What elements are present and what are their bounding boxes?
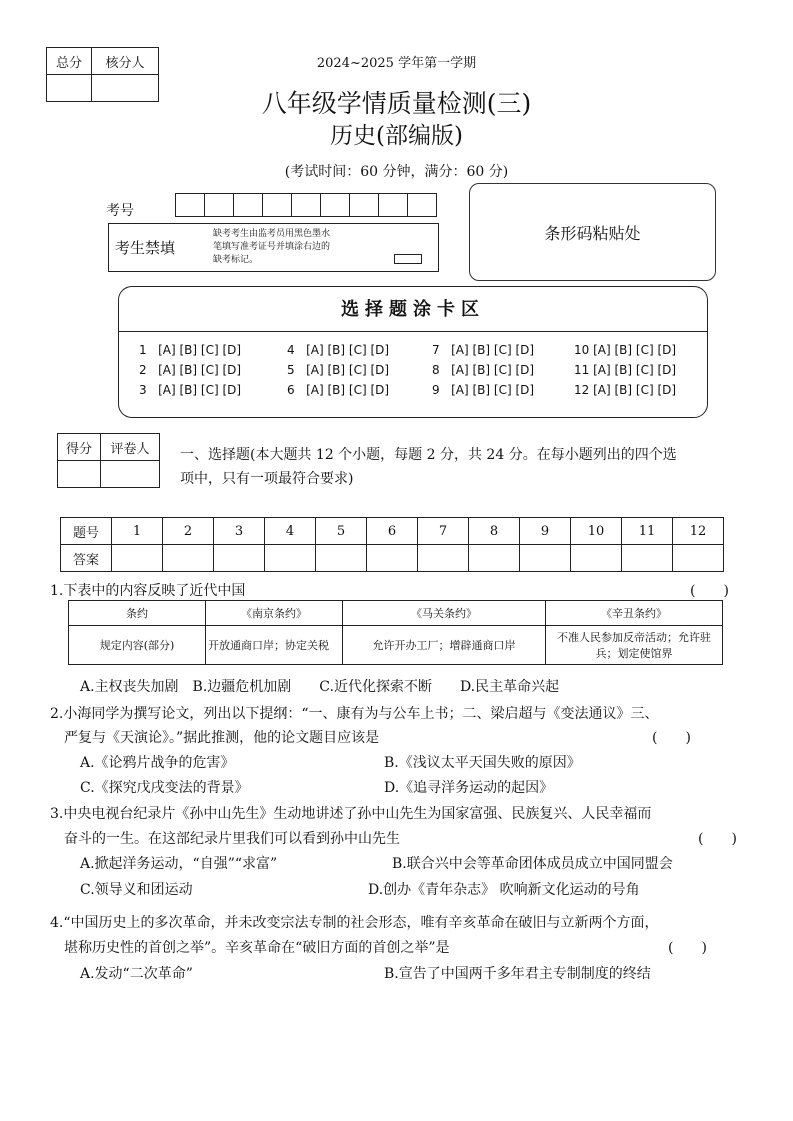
grader-box [57,433,160,488]
question-4-answer-paren[interactable]: ( ) [668,940,707,956]
grader-cell[interactable] [101,461,160,488]
checker-label: 核分人 [92,48,159,75]
item-number: 11 [574,363,590,377]
choice-item[interactable] [432,363,534,377]
item-number: 2 [139,363,147,377]
item-options[interactable]: [A] [B] [C] [D] [593,383,677,397]
section-intro-line: 一、选择题(本大题共 12 个小题，每题 2 分，共 24 分。在每小题列出的四个选 [180,447,677,463]
item-options[interactable]: [A] [B] [C] [D] [451,343,535,357]
question-3-option-a: A.掀起洋务运动，“自强”“求富” [80,856,278,872]
forbid-note [213,228,403,267]
section-intro-line: 项中，只有一项最符合要求) [180,471,354,487]
absent-mark-box[interactable] [394,254,422,264]
answer-cell[interactable] [163,545,214,572]
forbid-label: 考生禁填 [115,239,176,257]
item-options[interactable]: [A] [B] [C] [D] [158,383,242,397]
question-1-answer-paren[interactable]: ( ) [690,583,729,599]
treaty-cell: 不准人民参加反帝活动；允许驻兵；划定使馆界 [546,626,723,665]
question-2-option-b: B.《浅议太平天国失败的原因》 [384,755,581,771]
exam-number-digit[interactable] [379,194,408,217]
answer-cell[interactable] [571,545,622,572]
item-options[interactable]: [A] [B] [C] [D] [306,343,390,357]
item-number: 4 [287,343,295,357]
question-number: 3 [214,518,265,545]
score-label: 得分 [58,434,101,461]
forbid-note-line: 笔填写准考证号并填涂右边的 [213,242,331,252]
question-number: 12 [673,518,724,545]
question-number: 4 [265,518,316,545]
choice-item[interactable] [432,383,534,397]
question-4-line: 堪称历史性的首创之举”。辛亥革命在“破旧方面的首创之举”是 [64,940,450,956]
term-label: 2024~2025 学年第一学期 [316,56,477,71]
item-options[interactable]: [A] [B] [C] [D] [451,363,535,377]
answer-table [60,517,724,572]
exam-number-digit[interactable] [408,194,437,217]
answer-cell[interactable] [316,545,367,572]
item-options[interactable]: [A] [B] [C] [D] [158,343,242,357]
exam-number-digit[interactable] [205,194,234,217]
item-options[interactable]: [A] [B] [C] [D] [158,363,242,377]
treaty-row-label: 规定内容(部分) [69,626,206,665]
treaty-header: 《马关条约》 [343,601,546,626]
question-2-option-c: C.《探究戊戌变法的背景》 [80,780,249,796]
exam-number-digit[interactable] [292,194,321,217]
question-2-line: 严复与《天演论》。”据此推测，他的论文题目应该是 [64,730,380,746]
choice-item[interactable] [432,343,534,357]
divider [119,331,707,332]
question-number: 1 [112,518,163,545]
answer-cell[interactable] [520,545,571,572]
forbid-note-line: 缺考考生由监考员用黑色墨水 [213,229,331,239]
exam-number-digit[interactable] [321,194,350,217]
choice-item[interactable] [139,363,241,377]
choice-item[interactable] [139,343,241,357]
item-options[interactable]: [A] [B] [C] [D] [306,383,390,397]
question-1-stem: 1.下表中的内容反映了近代中国 [50,583,246,599]
question-number: 5 [316,518,367,545]
item-number: 8 [432,363,440,377]
question-number: 8 [469,518,520,545]
question-2-line: 2.小海同学为撰写论文，列出以下提纲：“一、康有为与公车上书；二、梁启超与《变法通议》三、 [50,706,659,722]
score-cell[interactable] [58,461,101,488]
treaty-header: 《南京条约》 [206,601,343,626]
question-3-answer-paren[interactable]: ( ) [698,831,737,847]
exam-number-digit[interactable] [176,194,205,217]
question-2-answer-paren[interactable]: ( ) [652,730,691,746]
answer-row-label: 答案 [61,545,112,572]
answer-cell[interactable] [265,545,316,572]
question-1-options: A.主权丧失加剧 B.边疆危机加剧 C.近代化探索不断 D.民主革命兴起 [80,679,560,695]
choice-item[interactable] [574,363,676,377]
question-2-option-a: A.《论鸦片战争的危害》 [80,755,235,771]
item-options[interactable]: [A] [B] [C] [D] [451,383,535,397]
grader-label: 评卷人 [101,434,160,461]
item-number: 9 [432,383,440,397]
choice-card-area [118,286,708,418]
candidate-forbidden-box [108,223,439,272]
total-score-label: 总分 [47,48,92,75]
item-options[interactable]: [A] [B] [C] [D] [593,363,677,377]
answer-cell[interactable] [469,545,520,572]
exam-subject: 历史(部编版) [330,123,463,149]
exam-title: 八年级学情质量检测(三) [261,89,532,118]
question-number: 7 [418,518,469,545]
forbid-note-line: 缺考标记。 [213,255,259,265]
answer-cell[interactable] [367,545,418,572]
treaty-table [68,600,723,665]
answer-cell[interactable] [622,545,673,572]
question-4-option-b: B.宣告了中国两千多年君主专制制度的终结 [384,966,651,982]
item-options[interactable]: [A] [B] [C] [D] [593,343,677,357]
item-number: 5 [287,363,295,377]
question-4-line: 4.“中国历史上的多次革命，并未改变宗法专制的社会形态，唯有辛亥革命在破旧与立新两个方面， [50,915,659,931]
item-number: 3 [139,383,147,397]
choice-item[interactable] [287,363,389,377]
choice-item[interactable] [139,383,241,397]
section-intro [180,443,750,491]
question-3-option-c: C.领导义和团运动 [80,882,193,898]
barcode-area: 条形码粘贴处 [469,183,716,281]
answer-cell[interactable] [214,545,265,572]
question-number: 10 [571,518,622,545]
treaty-header: 条约 [69,601,206,626]
answer-cell[interactable] [418,545,469,572]
choice-item[interactable] [574,343,676,357]
item-number: 6 [287,383,295,397]
question-number: 11 [622,518,673,545]
answer-table-header: 题号 [61,518,112,545]
treaty-cell: 开放通商口岸；协定关税 [206,626,343,665]
item-options[interactable]: [A] [B] [C] [D] [306,363,390,377]
treaty-header: 《辛丑条约》 [546,601,723,626]
exam-number-boxes[interactable] [175,193,437,217]
exam-number-digit[interactable] [234,194,263,217]
exam-number-label: 考号 [106,203,134,219]
exam-info: (考试时间：60 分钟，满分：60 分) [284,164,509,180]
item-number: 7 [432,343,440,357]
exam-number-digit[interactable] [263,194,292,217]
choice-item[interactable] [287,383,389,397]
question-number: 2 [163,518,214,545]
choice-item[interactable] [574,383,676,397]
choice-card-title: 选择题涂卡区 [341,299,485,320]
item-number: 10 [574,343,590,357]
question-3-option-d: D.创办《青年杂志》 吹响新文化运动的号角 [368,882,640,898]
exam-number-digit[interactable] [350,194,379,217]
question-number: 6 [367,518,418,545]
question-number: 9 [520,518,571,545]
item-number: 1 [139,343,147,357]
item-number: 12 [574,383,590,397]
choice-item[interactable] [287,343,389,357]
question-3-line: 奋斗的一生。在这部纪录片里我们可以看到孙中山先生 [64,831,400,847]
question-2-option-d: D.《追寻洋务运动的起因》 [384,780,554,796]
question-3-option-b: B.联合兴中会等革命团体成员成立中国同盟会 [392,856,673,872]
question-4-option-a: A.发动“二次革命” [80,966,193,982]
question-3-line: 3.中央电视台纪录片《孙中山先生》生动地讲述了孙中山先生为国家富强、民族复兴、人民幸福而 [50,806,652,822]
answer-cell[interactable] [673,545,724,572]
treaty-cell: 允许开办工厂；增辟通商口岸 [343,626,546,665]
answer-cell[interactable] [112,545,163,572]
